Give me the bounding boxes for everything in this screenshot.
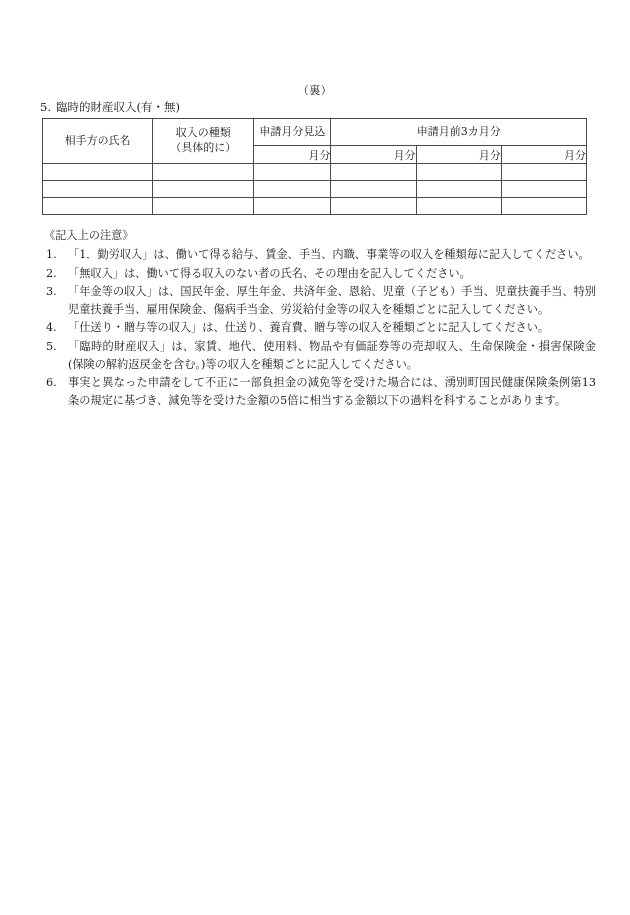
notes-heading: 《記入上の注意》	[44, 229, 134, 242]
cell-counterparty-name[interactable]	[43, 181, 153, 198]
cell-month-3[interactable]	[501, 164, 586, 181]
cell-month-1[interactable]	[331, 181, 416, 198]
header-month-unit-1: 月分	[331, 146, 416, 164]
cell-estimate[interactable]	[254, 198, 331, 215]
note-number: 1.	[46, 248, 57, 262]
note-item	[44, 319, 596, 337]
note-text: 「年金等の収入」は、国民年金、厚生年金、共済年金、恩給、児童（子ども）手当、児童扶養手当、特別児童扶養手当、雇用保険金、傷病手当金、労災給付金等の収入を種類ごとに記入してください。	[68, 284, 596, 316]
table-row	[43, 181, 587, 198]
cell-income-type[interactable]	[153, 198, 254, 215]
filling-instructions	[44, 227, 596, 411]
cell-month-2[interactable]	[416, 164, 501, 181]
page-side-marker: （裏）	[297, 84, 333, 97]
note-item	[44, 338, 596, 375]
note-item	[44, 265, 596, 283]
note-item	[44, 374, 596, 411]
table-row	[43, 198, 587, 215]
note-number: 4.	[46, 321, 57, 335]
section-title-label: 臨時的財産収入(有・無)	[55, 100, 180, 114]
note-text: 「仕送り・贈与等の収入」は、仕送り、養育費、贈与等の収入を種類ごとに記入してください。	[68, 321, 550, 335]
header-income-type-line2: （具体的に）	[170, 141, 237, 154]
note-item	[44, 283, 596, 320]
header-income-type-line1: 収入の種類	[175, 126, 231, 140]
header-month-unit-3: 月分	[501, 146, 586, 164]
note-text: 「臨時的財産収入」は、家賃、地代、使用料、物品や有価証券等の売却収入、生命保険金・損害保険金(保険の解約返戻金を含む。)等の収入を種類ごとに記入してください。	[68, 339, 596, 371]
header-application-month-estimate: 申請月分見込	[254, 119, 331, 146]
cell-counterparty-name[interactable]	[43, 198, 153, 215]
section-title	[40, 99, 180, 115]
note-text: 「1．勤労収入」は、働いて得る給与、賃金、手当、内職、事業等の収入を種類毎に記入してください。	[68, 248, 590, 262]
note-text: 事実と異なった申請をして不正に一部負担金の減免等を受けた場合には、湧別町国民健康保険条例第13条の規定に基づき、減免等を受けた金額の5倍に相当する金額以下の過料を科することがあります。	[68, 376, 596, 408]
note-number: 3.	[46, 284, 57, 298]
cell-income-type[interactable]	[153, 181, 254, 198]
section-number: 5.	[40, 100, 51, 114]
table-body	[43, 164, 587, 215]
table-row	[43, 164, 587, 181]
header-month-unit-estimate: 月分	[254, 146, 331, 164]
cell-month-1[interactable]	[331, 198, 416, 215]
cell-estimate[interactable]	[254, 164, 331, 181]
temporary-property-income-table	[42, 118, 587, 215]
cell-month-2[interactable]	[416, 181, 501, 198]
note-item	[44, 246, 596, 264]
cell-counterparty-name[interactable]	[43, 164, 153, 181]
header-counterparty-name: 相手方の氏名	[43, 119, 153, 164]
header-month-unit-2: 月分	[416, 146, 501, 164]
note-number: 5.	[46, 339, 57, 353]
note-text: 「無収入」は、働いて得る収入のない者の氏名、その理由を記入してください。	[68, 266, 471, 280]
header-prior-three-months: 申請月前3カ月分	[331, 119, 587, 146]
cell-month-2[interactable]	[416, 198, 501, 215]
cell-month-3[interactable]	[501, 198, 586, 215]
cell-estimate[interactable]	[254, 181, 331, 198]
cell-month-3[interactable]	[501, 181, 586, 198]
note-number: 2.	[46, 266, 57, 280]
header-income-type	[153, 119, 254, 164]
note-number: 6.	[46, 376, 57, 389]
cell-income-type[interactable]	[153, 164, 254, 181]
cell-month-1[interactable]	[331, 164, 416, 181]
